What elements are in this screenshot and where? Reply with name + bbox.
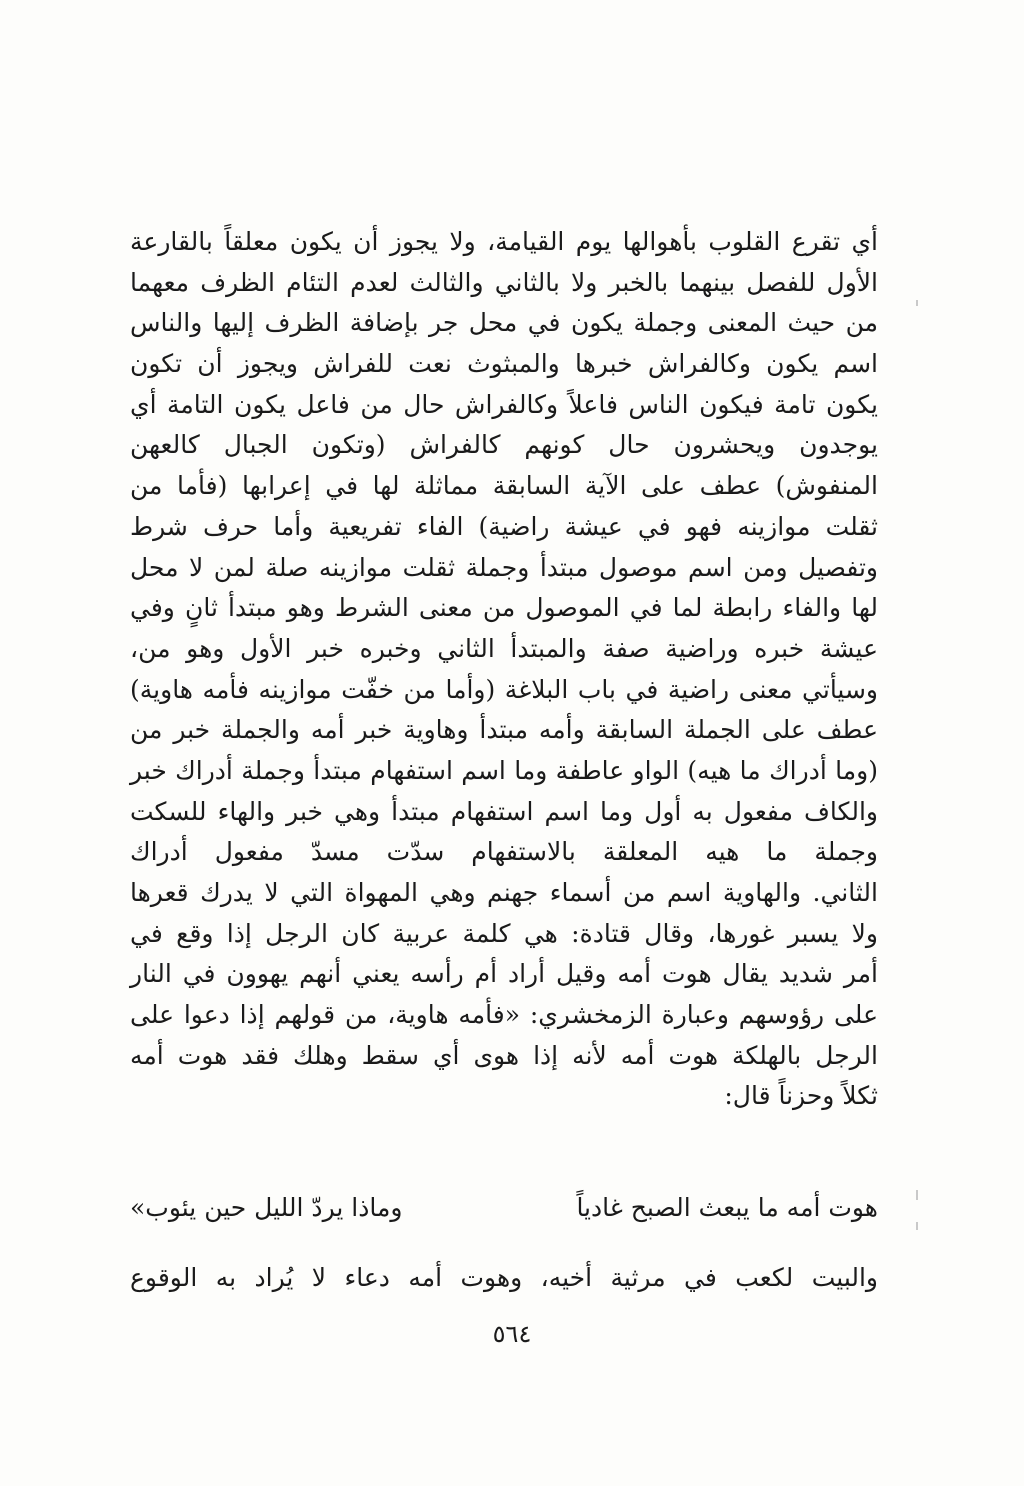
verse-first-hemistich: هوت أمه ما يبعث الصبح غادياً <box>576 1193 878 1222</box>
poetry-verse <box>130 1186 878 1230</box>
text-line: وسيأتي معنى راضية في باب البلاغة (وأما من خفّت موازينه فأمه هاوية) <box>130 674 878 704</box>
text-line: الثاني. والهاوية اسم من أسماء جهنم وهي المهواة التي لا يدرك قعرها <box>130 878 878 907</box>
closing-line: والبيت لكعب في مرثية أخيه، وهوت أمه دعاء لا يُراد به الوقوع <box>130 1263 878 1292</box>
text-line: (وما أدراك ما هيه) الواو عاطفة وما اسم استفهام مبتدأ وجملة أدراك خبر <box>130 755 878 785</box>
text-line: ثكلاً وحزناً قال: <box>724 1081 878 1111</box>
text-line: على رؤوسهم وعبارة الزمخشري: «فأمه هاوية، من قولهم إذا دعوا على <box>130 1000 878 1030</box>
body-text <box>130 222 878 1117</box>
page-number: ٥٦٤ <box>492 1320 532 1348</box>
text-line: وجملة ما هيه المعلقة بالاستفهام سدّت مسدّ مفعول أدراك <box>130 837 878 867</box>
text-line: أمر شديد يقال هوت أمه وقيل أراد أم رأسه يعني أنهم يهوون في النار <box>130 959 878 989</box>
text-line: وتفصيل ومن اسم موصول مبتدأ وجملة ثقلت موازينه صلة لمن لا محل <box>130 552 878 582</box>
text-line: ثقلت موازينه فهو في عيشة راضية) الفاء تفريعية وأما حرف شرط <box>130 511 878 541</box>
text-line: اسم يكون وكالفراش خبرها والمبثوث نعت للفراش ويجوز أن تكون <box>130 349 878 379</box>
text-line: أي تقرع القلوب بأهوالها يوم القيامة، ولا يجوز أن يكون معلقاً بالقارعة <box>130 227 878 256</box>
margin-mark <box>916 300 918 306</box>
verse-second-hemistich: وماذا يردّ الليل حين يئوب» <box>130 1193 403 1222</box>
text-line: المنفوش) عطف على الآية السابقة مماثلة لها في إعرابها (فأما من <box>130 471 878 501</box>
text-line: عيشة خبره وراضية صفة والمبتدأ الثاني وخبره خبر الأول وهو من، <box>130 633 878 663</box>
text-line: يوجدون ويحشرون حال كونهم كالفراش (وتكون الجبال كالعهن <box>130 430 878 460</box>
margin-mark <box>916 1222 918 1230</box>
margin-mark <box>916 1190 918 1200</box>
text-line: الأول للفصل بينهما بالخبر ولا بالثاني والثالث لعدم التئام الظرف معهما <box>130 267 878 297</box>
text-line: يكون تامة فيكون الناس فاعلاً وكالفراش حال من فاعل يكون التامة أي <box>130 389 878 419</box>
text-line: عطف على الجملة السابقة وأمه مبتدأ وهاوية خبر أمه والجملة خبر من <box>130 715 878 745</box>
text-line: والكاف مفعول به أول وما اسم استفهام مبتدأ وهي خبر والهاء للسكت <box>130 796 878 826</box>
text-line: ولا يسبر غورها، وقال قتادة: هي كلمة عربية كان الرجل إذا وقع في <box>130 918 878 948</box>
text-line: لها والفاء رابطة لما في الموصول من معنى الشرط وهو مبتدأ ثانٍ وفي <box>130 593 878 623</box>
text-line: من حيث المعنى وجملة يكون في محل جر بإضافة الظرف إليها والناس <box>130 308 878 338</box>
text-line: الرجل بالهلكة هوت أمه لأنه إذا هوى أي سقط وهلك فقد هوت أمه <box>130 1040 878 1070</box>
